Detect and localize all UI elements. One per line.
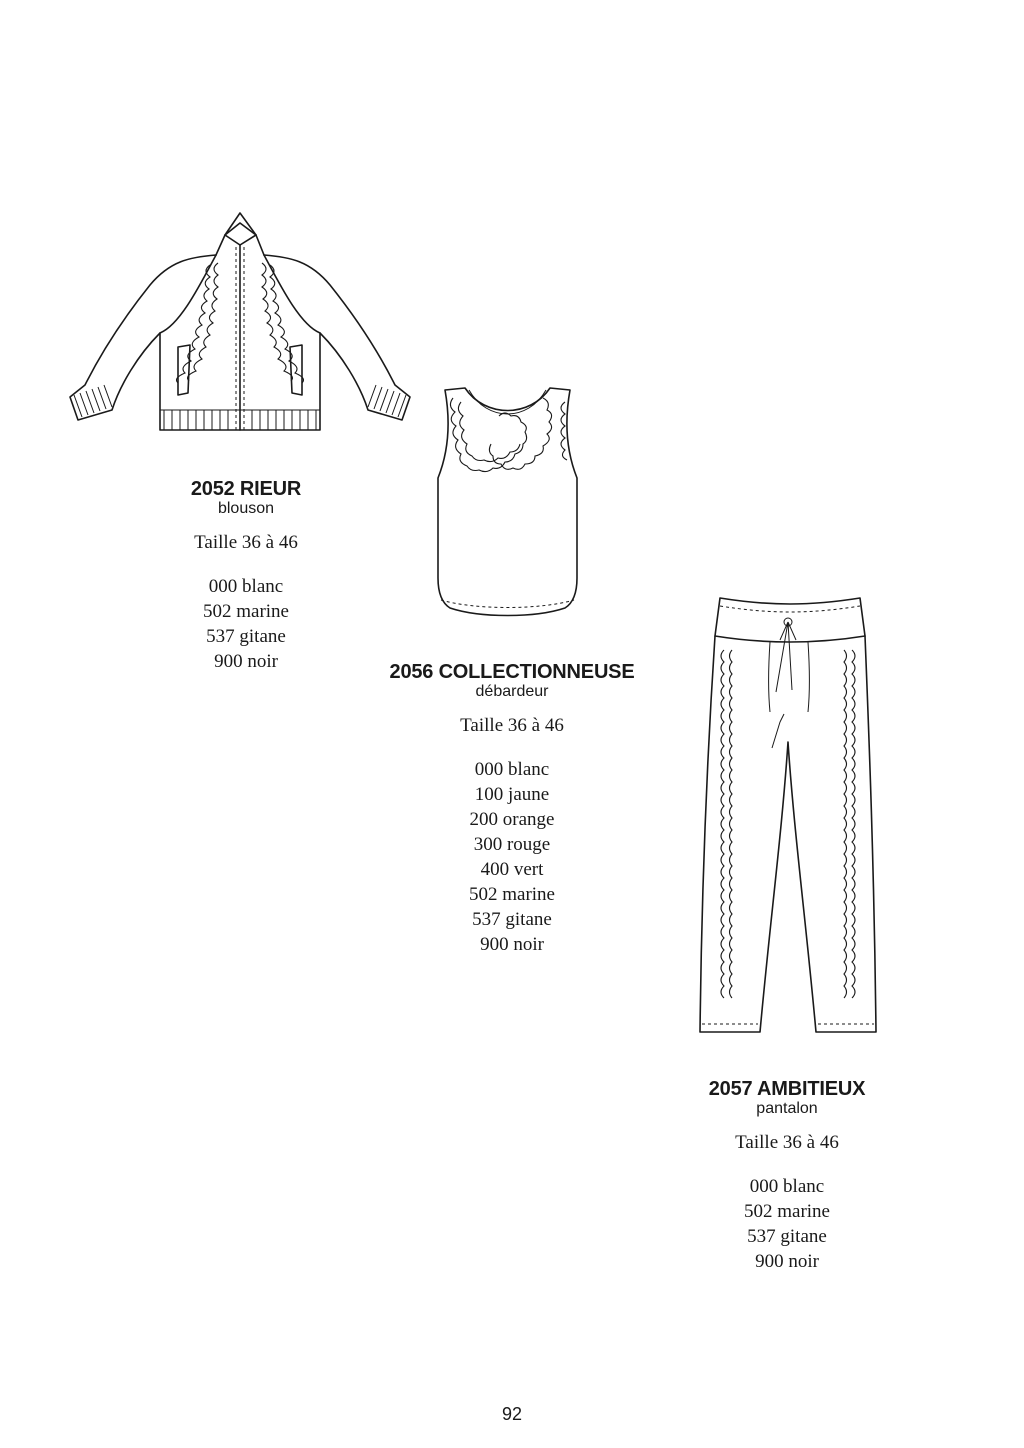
color-item: 900 noir xyxy=(755,1251,819,1272)
color-item: 400 vert xyxy=(480,859,544,880)
color-item: 502 marine xyxy=(743,1201,830,1222)
color-item: 000 blanc xyxy=(474,759,550,780)
product-type: débardeur xyxy=(475,683,549,700)
color-item: 300 rouge xyxy=(473,834,551,855)
product-ref: 2052 RIEUR xyxy=(190,478,302,500)
product-2057 xyxy=(617,1078,957,1274)
tank-top-sketch xyxy=(425,378,590,623)
color-list xyxy=(342,757,682,957)
color-item: 537 gitane xyxy=(472,909,552,930)
color-item: 200 orange xyxy=(469,809,555,830)
size-range: Taille 36 à 46 xyxy=(735,1132,839,1153)
size-range: Taille 36 à 46 xyxy=(460,715,564,736)
product-2052 xyxy=(76,478,416,674)
product-ref: 2056 COLLECTIONNEUSE xyxy=(389,661,635,683)
color-item: 502 marine xyxy=(468,884,555,905)
product-ref: 2057 AMBITIEUX xyxy=(708,1078,866,1100)
color-list xyxy=(617,1174,957,1274)
color-item: 537 gitane xyxy=(206,626,286,647)
color-item: 900 noir xyxy=(214,651,278,672)
color-item: 000 blanc xyxy=(749,1176,825,1197)
product-2056 xyxy=(342,661,682,957)
size-range: Taille 36 à 46 xyxy=(194,532,298,553)
color-item: 100 jaune xyxy=(474,784,550,805)
page-number: 92 xyxy=(501,1404,523,1424)
color-list xyxy=(76,574,416,674)
product-type: pantalon xyxy=(756,1100,818,1117)
color-item: 900 noir xyxy=(480,934,544,955)
color-item: 537 gitane xyxy=(747,1226,827,1247)
jacket-sketch xyxy=(60,205,420,435)
product-type: blouson xyxy=(217,500,275,517)
color-item: 502 marine xyxy=(202,601,289,622)
trousers-sketch xyxy=(690,592,885,1042)
color-item: 000 blanc xyxy=(208,576,284,597)
